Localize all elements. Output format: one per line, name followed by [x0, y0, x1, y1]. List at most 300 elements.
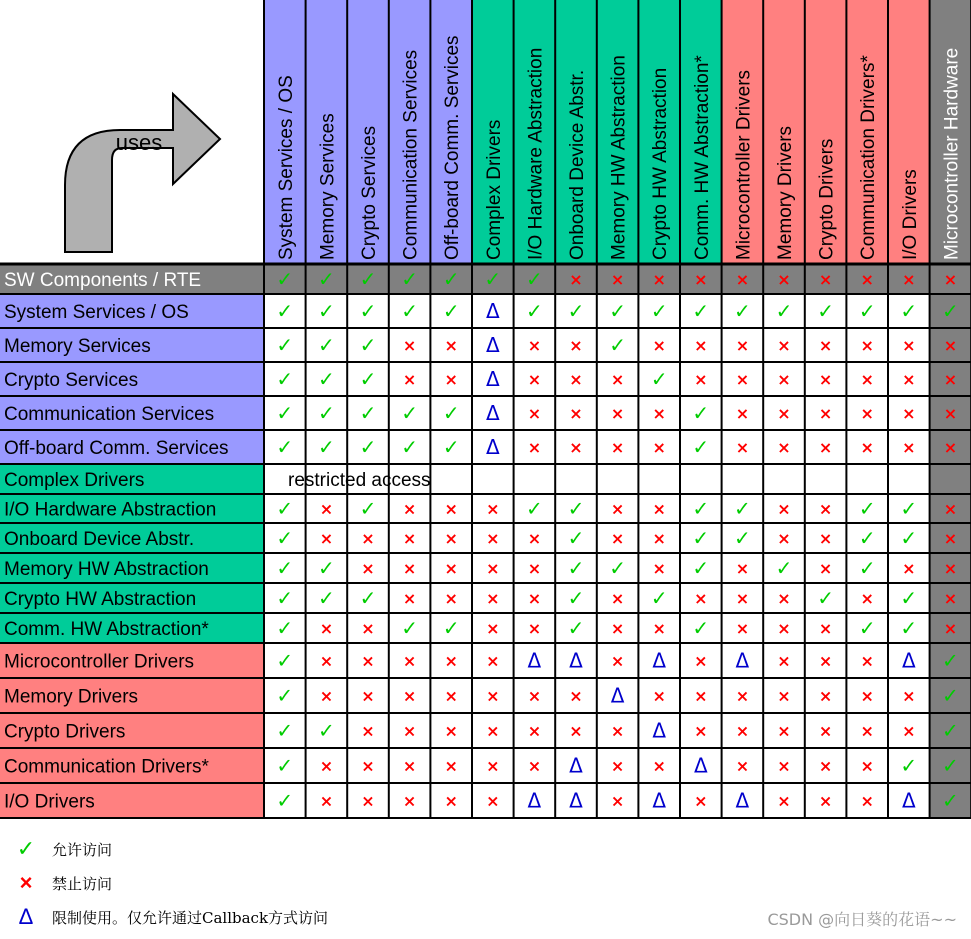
check-icon: ✓ — [734, 526, 751, 551]
check-icon: ✓ — [609, 333, 626, 358]
delta-icon: Δ — [652, 788, 667, 813]
check-icon: ✓ — [276, 586, 294, 611]
cross-icon: × — [818, 528, 833, 548]
cross-icon: × — [652, 686, 666, 706]
cross-icon: × — [735, 618, 750, 638]
check-icon: ✓ — [900, 496, 918, 521]
cross-icon: × — [486, 618, 500, 638]
check-icon: ✓ — [567, 616, 585, 641]
check-icon: ✓ — [858, 616, 876, 641]
cross-icon: × — [402, 499, 417, 519]
check-icon: ✓ — [276, 267, 294, 292]
cross-icon: × — [610, 369, 625, 389]
cross-icon: × — [527, 437, 542, 457]
delta-icon: Δ — [485, 299, 500, 324]
check-icon: ✓ — [401, 401, 418, 426]
cross-icon: × — [486, 791, 500, 811]
check-icon: ✓ — [401, 299, 418, 324]
cross-icon: × — [902, 335, 916, 355]
cross-icon: × — [319, 651, 334, 671]
check-icon: ✓ — [318, 718, 335, 743]
cross-icon: × — [361, 721, 375, 741]
cross-icon: × — [943, 437, 958, 457]
cross-icon: × — [486, 499, 500, 519]
delta-icon: Δ — [527, 648, 542, 673]
delta-icon: Δ — [569, 753, 583, 778]
cross-icon: × — [444, 791, 458, 811]
cross-icon: × — [569, 686, 583, 706]
column-header-communication-drivers: Communication Drivers* — [858, 55, 880, 260]
cross-icon: × — [569, 721, 583, 741]
cross-icon: × — [777, 528, 791, 548]
cross-icon: × — [777, 651, 791, 671]
row-headers — [0, 264, 264, 818]
cross-icon: × — [777, 588, 791, 608]
cross-icon: × — [319, 686, 334, 706]
cross-icon: × — [860, 756, 874, 776]
cross-icon: × — [361, 618, 375, 638]
cross-icon: × — [486, 651, 500, 671]
cross-icon: × — [319, 528, 334, 548]
cross-icon: × — [444, 651, 458, 671]
check-icon: ✓ — [359, 496, 377, 521]
cross-icon: × — [860, 791, 874, 811]
cross-icon: × — [486, 558, 500, 578]
matrix-cell-empty — [930, 464, 971, 494]
cross-icon: × — [444, 721, 458, 741]
check-icon: ✓ — [734, 299, 751, 324]
cross-icon: × — [860, 651, 874, 671]
cross-icon: × — [610, 269, 625, 289]
check-icon: ✓ — [442, 435, 460, 460]
check-icon: ✓ — [900, 586, 918, 611]
check-icon: ✓ — [775, 299, 793, 324]
cross-icon: × — [777, 721, 791, 741]
cross-icon: × — [610, 437, 625, 457]
check-icon: ✓ — [276, 648, 294, 673]
check-icon: ✓ — [692, 435, 710, 460]
delta-icon: Δ — [901, 788, 916, 813]
check-icon: ✓ — [817, 299, 834, 324]
matrix-cell-empty — [846, 464, 888, 494]
cross-icon: × — [943, 403, 958, 423]
cross-icon: × — [444, 335, 458, 355]
cross-icon: × — [527, 558, 542, 578]
cross-icon: × — [943, 499, 958, 519]
row-header-onboard-device-abstr: Onboard Device Abstr. — [4, 529, 195, 550]
cross-icon: × — [319, 499, 334, 519]
cross-icon: × — [818, 369, 833, 389]
row-header-crypto-hw-abstraction: Crypto HW Abstraction — [4, 589, 197, 610]
column-header-onboard-device-abstr: Onboard Device Abstr. — [567, 69, 588, 260]
cross-icon: × — [694, 721, 708, 741]
cross-icon: × — [569, 437, 583, 457]
check-icon: ✓ — [692, 496, 710, 521]
delta-icon: Δ — [569, 788, 583, 813]
check-icon: ✓ — [942, 718, 959, 743]
cross-icon: × — [569, 335, 583, 355]
cross-icon: × — [361, 558, 375, 578]
cross-icon: × — [694, 651, 708, 671]
cross-icon: × — [19, 870, 33, 895]
check-icon: ✓ — [359, 333, 377, 358]
check-icon: ✓ — [442, 299, 460, 324]
cross-icon: × — [943, 618, 958, 638]
check-icon: ✓ — [276, 526, 294, 551]
cross-icon: × — [943, 269, 958, 289]
check-icon: ✓ — [942, 788, 959, 813]
column-header-memory-hw-abstraction: Memory HW Abstraction — [608, 55, 630, 260]
row-header-memory-drivers: Memory Drivers — [4, 686, 139, 708]
cross-icon: × — [818, 721, 833, 741]
legend-item — [0, 834, 112, 864]
check-icon: ✓ — [692, 556, 710, 581]
row-header-memory-services: Memory Services — [4, 336, 151, 357]
cross-icon: × — [735, 588, 750, 608]
cross-icon: × — [486, 756, 500, 776]
cross-icon: × — [402, 335, 417, 355]
check-icon: ✓ — [692, 526, 710, 551]
check-icon: ✓ — [442, 616, 460, 641]
legend-text: 禁止访问 — [52, 874, 113, 893]
cross-icon: × — [735, 403, 750, 423]
row-header-communication-services: Communication Services — [4, 404, 215, 425]
check-icon: ✓ — [442, 401, 460, 426]
row-header-comm-hw-abstraction: Comm. HW Abstraction* — [4, 619, 209, 640]
cross-icon: × — [361, 528, 375, 548]
cross-icon: × — [818, 791, 833, 811]
legend-item — [0, 868, 112, 898]
cross-icon: × — [486, 528, 500, 548]
column-header-memory-services: Memory Services — [317, 113, 339, 260]
check-icon: ✓ — [276, 683, 294, 708]
cross-icon: × — [943, 335, 958, 355]
check-icon: ✓ — [318, 586, 335, 611]
check-icon: ✓ — [276, 753, 294, 778]
cross-icon: × — [527, 335, 542, 355]
cross-icon: × — [943, 588, 958, 608]
check-icon: ✓ — [276, 299, 294, 324]
cross-icon: × — [444, 686, 458, 706]
check-icon: ✓ — [318, 367, 335, 392]
cross-icon: × — [652, 528, 666, 548]
check-icon: ✓ — [567, 586, 585, 611]
cross-icon: × — [902, 403, 916, 423]
cross-icon: × — [735, 369, 750, 389]
matrix-cell-empty — [763, 464, 805, 494]
check-icon: ✓ — [318, 299, 335, 324]
cross-icon: × — [527, 528, 542, 548]
cross-icon: × — [902, 437, 916, 457]
check-icon: ✓ — [567, 299, 585, 324]
cross-icon: × — [402, 528, 417, 548]
cross-icon: × — [860, 686, 874, 706]
check-icon: ✓ — [858, 526, 876, 551]
cross-icon: × — [569, 369, 583, 389]
cross-icon: × — [610, 721, 625, 741]
cross-icon: × — [735, 437, 750, 457]
cross-icon: × — [860, 269, 874, 289]
cross-icon: × — [444, 369, 458, 389]
column-header-communication-services: Communication Services — [400, 49, 422, 260]
delta-icon: Δ — [485, 367, 500, 392]
cross-icon: × — [402, 558, 417, 578]
restricted-access-label: restricted access — [288, 470, 431, 491]
cross-icon: × — [902, 686, 916, 706]
check-icon: ✓ — [276, 788, 294, 813]
cross-icon: × — [860, 588, 874, 608]
cross-icon: × — [652, 756, 666, 776]
cross-icon: × — [735, 269, 750, 289]
uses-label: uses — [115, 130, 163, 155]
cross-icon: × — [444, 756, 458, 776]
cross-icon: × — [444, 558, 458, 578]
check-icon: ✓ — [318, 401, 335, 426]
cross-icon: × — [694, 269, 708, 289]
cross-icon: × — [694, 588, 708, 608]
cross-icon: × — [527, 369, 542, 389]
delta-icon: Δ — [485, 401, 500, 426]
cross-icon: × — [694, 686, 708, 706]
cross-icon: × — [527, 686, 542, 706]
cross-icon: × — [610, 499, 625, 519]
cross-icon: × — [361, 756, 375, 776]
cross-icon: × — [777, 437, 791, 457]
cross-icon: × — [777, 686, 791, 706]
column-header-microcontroller-hardware: Microcontroller Hardware — [941, 47, 963, 260]
cross-icon: × — [943, 528, 958, 548]
cross-icon: × — [777, 618, 791, 638]
column-header-memory-drivers: Memory Drivers — [775, 125, 796, 260]
cross-icon: × — [569, 269, 583, 289]
legend-text: 限制使用。仅允许通过Callback方式访问 — [52, 908, 329, 927]
cross-icon: × — [818, 499, 833, 519]
cross-icon: × — [444, 588, 458, 608]
check-icon: ✓ — [318, 267, 335, 292]
row-header-memory-hw-abstraction: Memory HW Abstraction — [4, 559, 209, 580]
cross-icon: × — [735, 558, 750, 578]
check-icon: ✓ — [318, 556, 335, 581]
check-icon: ✓ — [567, 556, 585, 581]
cross-icon: × — [943, 558, 958, 578]
cross-icon: × — [652, 335, 666, 355]
cross-icon: × — [860, 403, 874, 423]
column-header-off-board-comm-services: Off-board Comm. Services — [442, 35, 464, 260]
cross-icon: × — [818, 651, 833, 671]
check-icon: ✓ — [526, 496, 543, 521]
check-icon: ✓ — [942, 683, 959, 708]
check-icon: ✓ — [276, 496, 294, 521]
cross-icon: × — [777, 499, 791, 519]
cross-icon: × — [361, 651, 375, 671]
check-icon: ✓ — [900, 299, 918, 324]
column-header-i-o-drivers: I/O Drivers — [899, 169, 921, 260]
cross-icon: × — [486, 686, 500, 706]
cross-icon: × — [694, 335, 708, 355]
check-icon: ✓ — [900, 616, 918, 641]
row-header-sw-components-rte: SW Components / RTE — [4, 270, 202, 291]
matrix-cell-empty — [805, 464, 847, 494]
row-header-crypto-services: Crypto Services — [4, 370, 139, 391]
check-icon: ✓ — [276, 718, 294, 743]
check-icon: ✓ — [858, 556, 876, 581]
cross-icon: × — [402, 791, 417, 811]
legend-item — [0, 902, 328, 932]
column-header-crypto-drivers: Crypto Drivers — [816, 138, 838, 260]
row-header-complex-drivers: Complex Drivers — [4, 470, 145, 491]
cross-icon: × — [610, 791, 625, 811]
check-icon: ✓ — [650, 586, 668, 611]
cross-icon: × — [402, 369, 417, 389]
check-icon: ✓ — [359, 401, 377, 426]
check-icon: ✓ — [442, 267, 460, 292]
cross-icon: × — [652, 403, 666, 423]
cross-icon: × — [694, 369, 708, 389]
check-icon: ✓ — [609, 556, 626, 581]
check-icon: ✓ — [942, 648, 959, 673]
check-icon: ✓ — [401, 616, 418, 641]
row-header-crypto-drivers: Crypto Drivers — [4, 721, 126, 743]
cross-icon: × — [777, 335, 791, 355]
cross-icon: × — [902, 269, 916, 289]
row-header-off-board-comm-services: Off-board Comm. Services — [4, 438, 229, 459]
check-icon: ✓ — [817, 586, 834, 611]
cross-icon: × — [361, 791, 375, 811]
cross-icon: × — [735, 686, 750, 706]
delta-icon: Δ — [569, 648, 583, 673]
cross-icon: × — [818, 686, 833, 706]
check-icon: ✓ — [276, 435, 294, 460]
cross-icon: × — [319, 756, 334, 776]
check-icon: ✓ — [401, 267, 418, 292]
delta-icon: Δ — [735, 648, 750, 673]
delta-icon: Δ — [901, 648, 916, 673]
cross-icon: × — [652, 437, 666, 457]
column-header-crypto-hw-abstraction: Crypto HW Abstraction — [650, 67, 672, 260]
matrix-cells — [264, 264, 971, 818]
check-icon: ✓ — [692, 616, 710, 641]
check-icon: ✓ — [276, 401, 294, 426]
cross-icon: × — [569, 403, 583, 423]
check-icon: ✓ — [609, 299, 626, 324]
cross-icon: × — [402, 756, 417, 776]
check-icon: ✓ — [775, 556, 793, 581]
check-icon: ✓ — [567, 526, 585, 551]
check-icon: ✓ — [734, 496, 751, 521]
check-icon: ✓ — [401, 435, 418, 460]
check-icon: ✓ — [276, 367, 294, 392]
cross-icon: × — [610, 651, 625, 671]
delta-icon: Δ — [18, 904, 34, 929]
check-icon: ✓ — [858, 496, 876, 521]
check-icon: ✓ — [276, 616, 294, 641]
legend-text: 允许访问 — [52, 840, 113, 859]
check-icon: ✓ — [526, 267, 543, 292]
column-header-comm-hw-abstraction: Comm. HW Abstraction* — [691, 55, 713, 260]
cross-icon: × — [735, 335, 750, 355]
delta-icon: Δ — [527, 788, 542, 813]
check-icon: ✓ — [650, 299, 668, 324]
cross-icon: × — [527, 721, 542, 741]
cross-icon: × — [486, 721, 500, 741]
cross-icon: × — [527, 403, 542, 423]
row-header-system-services-os: System Services / OS — [4, 302, 189, 323]
row-header-communication-drivers: Communication Drivers* — [4, 756, 209, 778]
watermark: CSDN @向日葵的花语~~ — [767, 910, 957, 929]
check-icon: ✓ — [526, 299, 543, 324]
delta-icon: Δ — [610, 683, 625, 708]
cross-icon: × — [735, 756, 750, 776]
cross-icon: × — [860, 369, 874, 389]
cross-icon: × — [527, 618, 542, 638]
cross-icon: × — [652, 618, 666, 638]
column-header-crypto-services: Crypto Services — [359, 125, 380, 260]
cross-icon: × — [943, 369, 958, 389]
cross-icon: × — [777, 403, 791, 423]
cross-icon: × — [652, 499, 666, 519]
cross-icon: × — [694, 791, 708, 811]
cross-icon: × — [527, 588, 542, 608]
cross-icon: × — [652, 269, 666, 289]
cross-icon: × — [902, 721, 916, 741]
check-icon: ✓ — [567, 496, 585, 521]
check-icon: ✓ — [900, 753, 918, 778]
cross-icon: × — [818, 335, 833, 355]
cross-icon: × — [444, 528, 458, 548]
delta-icon: Δ — [485, 333, 500, 358]
row-header-i-o-hardware-abstraction: I/O Hardware Abstraction — [4, 499, 217, 521]
cross-icon: × — [902, 369, 916, 389]
cross-icon: × — [818, 437, 833, 457]
check-icon: ✓ — [16, 836, 36, 861]
cross-icon: × — [818, 269, 833, 289]
cross-icon: × — [860, 335, 874, 355]
uses-arrow — [65, 94, 220, 252]
cross-icon: × — [610, 588, 625, 608]
cross-icon: × — [818, 756, 833, 776]
cross-icon: × — [777, 791, 791, 811]
delta-icon: Δ — [652, 648, 667, 673]
check-icon: ✓ — [318, 333, 335, 358]
matrix-cell-empty — [888, 464, 930, 494]
check-icon: ✓ — [900, 526, 918, 551]
delta-icon: Δ — [735, 788, 750, 813]
curved-arrow-icon — [65, 94, 220, 252]
column-header-system-services-os: System Services / OS — [275, 75, 297, 260]
cross-icon: × — [818, 618, 833, 638]
cross-icon: × — [402, 651, 417, 671]
check-icon: ✓ — [942, 299, 959, 324]
check-icon: ✓ — [484, 267, 502, 292]
delta-icon: Δ — [693, 753, 708, 778]
cross-icon: × — [777, 369, 791, 389]
cross-icon: × — [610, 756, 625, 776]
check-icon: ✓ — [359, 586, 377, 611]
cross-icon: × — [652, 558, 666, 578]
check-icon: ✓ — [276, 556, 294, 581]
check-icon: ✓ — [942, 753, 959, 778]
check-icon: ✓ — [858, 299, 876, 324]
check-icon: ✓ — [359, 299, 377, 324]
check-icon: ✓ — [359, 267, 377, 292]
cross-icon: × — [610, 618, 625, 638]
cross-icon: × — [818, 403, 833, 423]
column-headers — [264, 0, 971, 264]
cross-icon: × — [902, 558, 916, 578]
cross-icon: × — [610, 528, 625, 548]
row-header-i-o-drivers: I/O Drivers — [4, 791, 95, 813]
column-header-microcontroller-drivers: Microcontroller Drivers — [733, 69, 755, 260]
